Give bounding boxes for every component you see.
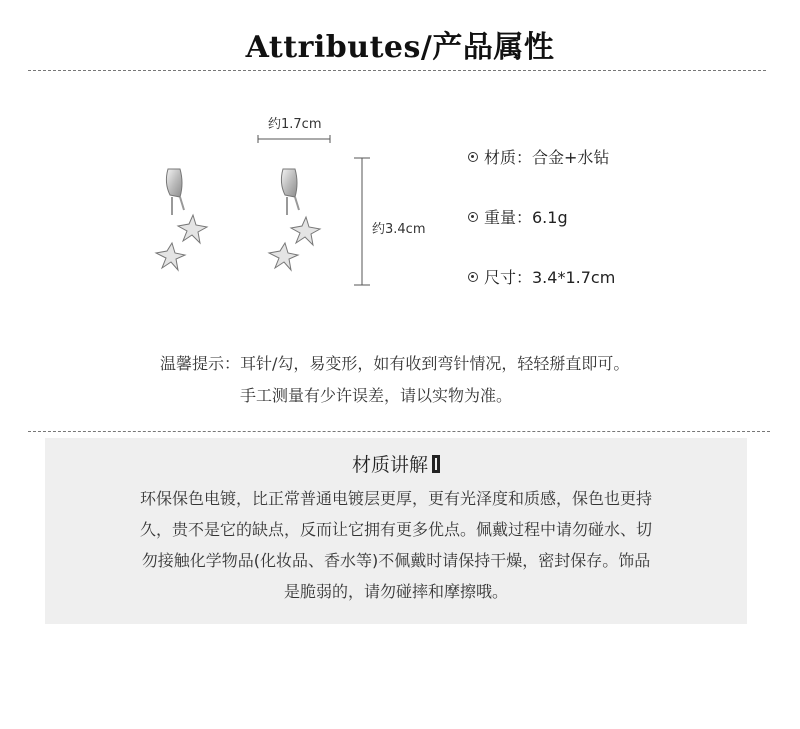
attribute-weight <box>468 205 568 228</box>
material-line: 环保保色电镀，比正常普通电镀层更厚，更有光泽度和质感，保色也更持 <box>139 489 652 508</box>
width-label: 约1.7cm <box>268 117 322 132</box>
attribute-weight-text: 重量：6.1g <box>484 208 568 227</box>
attribute-material <box>468 145 609 168</box>
material-line: 勿接触化学物品(化妆品、香水等)不佩戴时请保持干燥，密封保存。饰品 <box>141 551 651 570</box>
material-panel-title <box>45 450 747 477</box>
attribute-material-text: 材质：合金+水钻 <box>484 148 610 167</box>
attribute-size <box>468 265 615 288</box>
text-cursor-icon <box>432 455 440 473</box>
material-line: 久，贵不是它的缺点，反而让它拥有更多优点。佩戴过程中请勿碰水、切 <box>139 520 652 539</box>
earring-right <box>269 169 320 270</box>
divider-middle <box>28 431 770 432</box>
circle-dot-icon <box>468 212 478 222</box>
material-panel <box>45 438 747 624</box>
circle-dot-icon <box>468 272 478 282</box>
page-title: Attributes/产品属性 <box>245 30 555 65</box>
tip-line-2: 手工测量有少许误差，请以实物为准。 <box>240 386 513 405</box>
height-label: 约3.4cm <box>372 222 426 237</box>
divider-top <box>28 70 766 71</box>
material-line: 是脆弱的，请勿碰摔和摩擦哦。 <box>283 582 508 601</box>
attribute-size-text: 尺寸：3.4*1.7cm <box>484 268 616 287</box>
earrings-product-image <box>140 125 370 295</box>
earring-left <box>156 169 207 270</box>
material-title-text: 材质讲解 <box>351 454 428 476</box>
width-measure-line <box>258 135 330 143</box>
tip-line-1: 温馨提示：耳针/勾，易变形，如有收到弯针情况，轻轻掰直即可。 <box>160 354 630 373</box>
height-measure-line <box>354 158 370 285</box>
circle-dot-icon <box>468 152 478 162</box>
